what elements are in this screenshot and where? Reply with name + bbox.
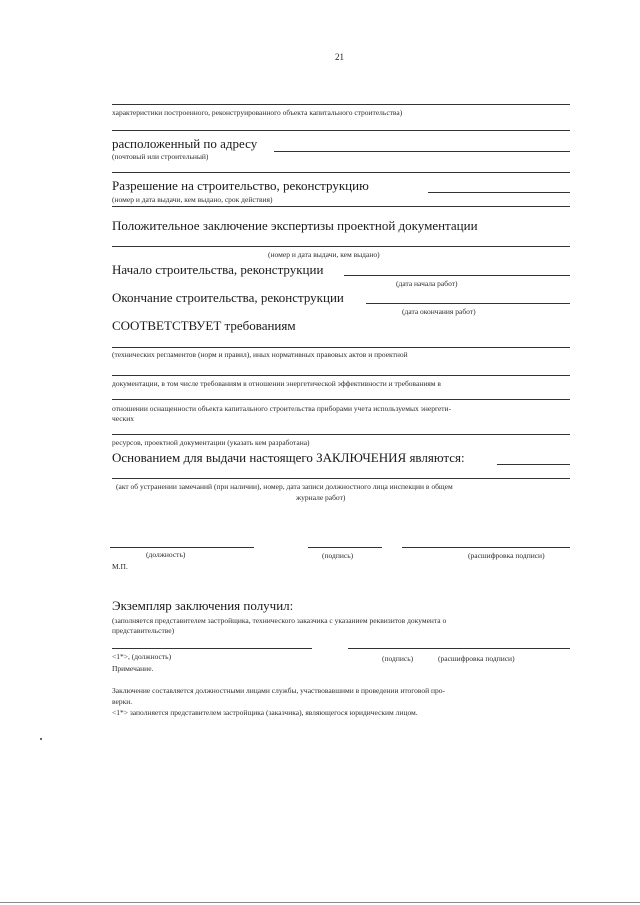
complies-line-4: ческих xyxy=(112,414,135,423)
complies-rest: требованиям xyxy=(224,318,296,333)
start-caption: (дата начала работ) xyxy=(396,279,458,288)
copy-caption-2: представительстве) xyxy=(112,626,175,635)
stamp-label: М.П. xyxy=(112,562,128,571)
notes-text-1: Заключение составляется должностными лицами службы, участвовавшими в проведении итоговой про- xyxy=(112,686,446,695)
object-field-line xyxy=(112,104,570,105)
sign-caption: (подпись) xyxy=(322,551,354,560)
object-field-line-2 xyxy=(112,130,570,131)
complies-field-line-4 xyxy=(112,434,570,435)
expertise-label: Положительное заключение экспертизы проектной документации xyxy=(112,218,478,233)
position-line xyxy=(110,547,254,548)
complies-heading xyxy=(112,318,296,334)
notes-text-2: верки. xyxy=(112,697,133,706)
basis-field-line-2 xyxy=(112,478,570,479)
notes-footnote: <1*> заполняется представителем застройщика (заказчика), являющегося юридическим лицом. xyxy=(112,708,418,717)
scan-bottom-edge xyxy=(0,902,640,903)
expertise-caption: (номер и дата выдачи, кем выдано) xyxy=(268,250,380,259)
permit-field-line xyxy=(428,192,570,193)
finish-caption: (дата окончания работ) xyxy=(402,307,476,316)
complies-caps: СООТВЕТСТВУЕТ xyxy=(112,318,222,333)
basis-caption-2: журнале работ) xyxy=(296,493,346,502)
decode-caption: (расшифровка подписи) xyxy=(468,551,545,560)
object-caption: характеристики построенного, реконструированного объекта капитального строительства) xyxy=(112,108,403,117)
permit-caption: (номер и дата выдачи, кем выдано, срок действия) xyxy=(112,195,273,204)
copy-caption-1: (заполняется представителем застройщика, технического заказчика с указанием реквизитов документа о xyxy=(112,616,447,625)
permit-label: Разрешение на строительство, реконструкцию xyxy=(112,178,369,193)
start-field-line xyxy=(344,275,570,276)
permit-field-line-2 xyxy=(112,206,570,207)
address-field-line-2 xyxy=(112,172,570,173)
address-label: расположенный по адресу xyxy=(112,136,258,151)
scan-speck xyxy=(40,738,42,740)
address-caption: (почтовый или строительный) xyxy=(112,152,209,161)
address-field-line xyxy=(274,151,570,152)
copy-label: Экземпляр заключения получил: xyxy=(112,598,294,613)
complies-line-5: ресурсов, проектной документации (указать кем разработана) xyxy=(112,438,310,447)
decode-line xyxy=(402,547,570,548)
copy-sign-line xyxy=(348,648,570,649)
copy-position-caption: <1*>, (должность) xyxy=(112,652,172,661)
complies-field-line-2 xyxy=(112,375,570,376)
basis-field-line xyxy=(497,464,570,465)
copy-position-line xyxy=(112,648,312,649)
complies-field-line xyxy=(112,347,570,348)
complies-line-1: (технических регламентов (норм и правил), иных нормативных правовых актов и проектной xyxy=(112,350,408,359)
sign-line xyxy=(308,547,382,548)
expertise-field-line xyxy=(112,246,570,247)
complies-field-line-3 xyxy=(112,399,570,400)
finish-label: Окончание строительства, реконструкции xyxy=(112,290,344,305)
page-number: 21 xyxy=(335,52,344,62)
copy-sign-caption: (подпись) xyxy=(382,654,414,663)
start-label: Начало строительства, реконструкции xyxy=(112,262,324,277)
complies-line-3: отношении оснащенности объекта капитального строительства приборами учета используемых энергети- xyxy=(112,404,452,413)
basis-label: Основанием для выдачи настоящего ЗАКЛЮЧЕНИЯ являются: xyxy=(112,450,465,465)
position-caption: (должность) xyxy=(146,550,186,559)
basis-caption-1: (акт об устранении замечаний (при наличии), номер, дата записи должностного лица инспекции в общем xyxy=(116,482,453,491)
finish-field-line xyxy=(366,303,570,304)
complies-line-2: документации, в том числе требованиям в отношении энергетической эффективности и требованиям в xyxy=(112,379,441,388)
notes-heading: Примечание. xyxy=(112,664,154,673)
copy-decode-caption: (расшифровка подписи) xyxy=(438,654,515,663)
